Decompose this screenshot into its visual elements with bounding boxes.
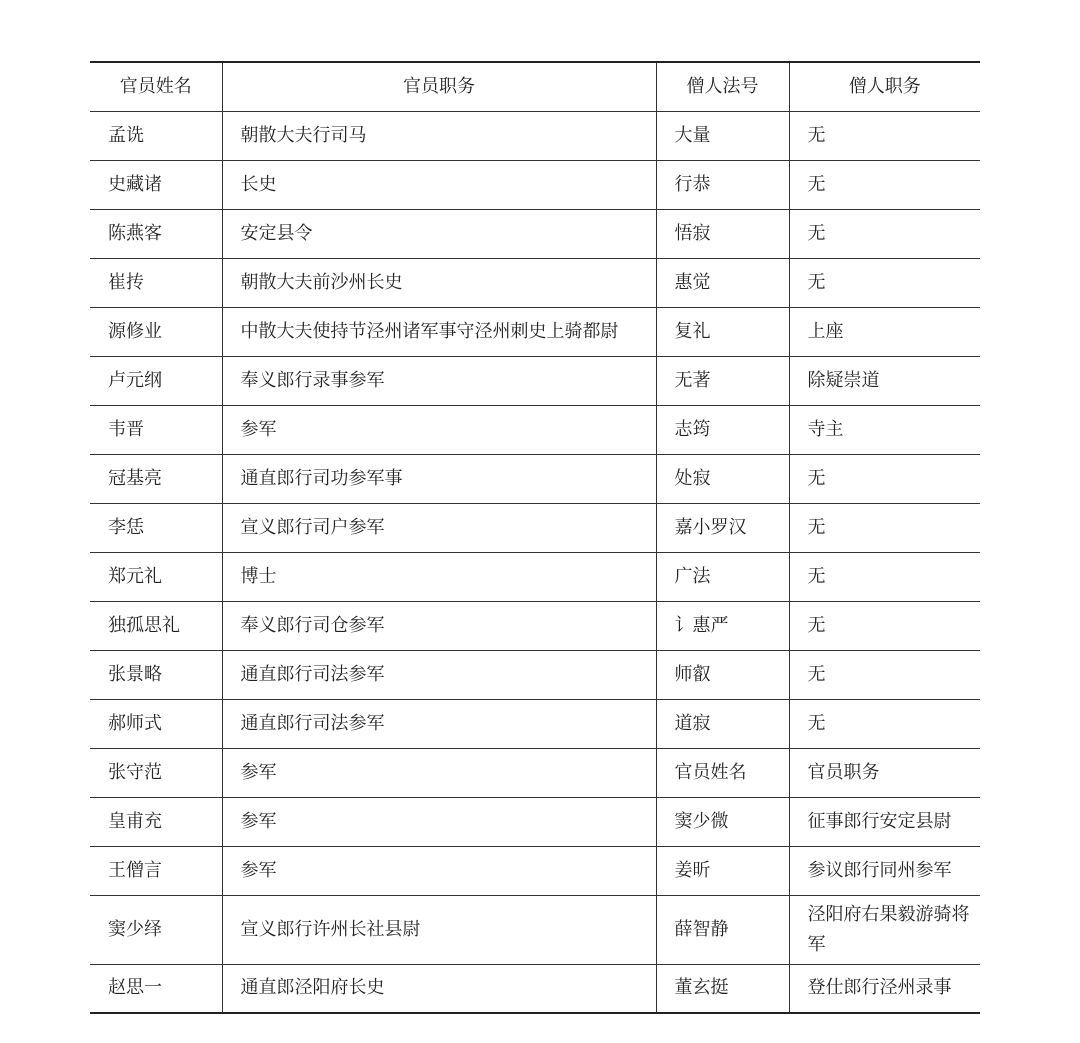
cell-official-title: 参军 (222, 748, 656, 797)
cell-monk-title: 除疑崇道 (789, 356, 980, 405)
cell-monk-title: 无 (789, 160, 980, 209)
cell-monk-title: 无 (789, 552, 980, 601)
cell-monk-title: 无 (789, 601, 980, 650)
table-row (90, 552, 980, 601)
cell-official-name: 陈燕客 (90, 209, 222, 258)
cell-monk-title: 征事郎行安定县尉 (789, 797, 980, 846)
cell-official-title: 安定县令 (222, 209, 656, 258)
cell-monk-title: 无 (789, 503, 980, 552)
cell-monk-name: 薛智静 (656, 895, 789, 964)
cell-monk-title: 无 (789, 258, 980, 307)
cell-monk-name: 悟寂 (656, 209, 789, 258)
cell-monk-name: 嘉小罗汉 (656, 503, 789, 552)
cell-monk-title: 无 (789, 454, 980, 503)
cell-monk-name: 道寂 (656, 699, 789, 748)
table-row (90, 258, 980, 307)
cell-official-name: 卢元纲 (90, 356, 222, 405)
cell-monk-name: 广法 (656, 552, 789, 601)
cell-official-title: 宣义郎行许州长社县尉 (222, 895, 656, 964)
table-row (90, 964, 980, 1013)
cell-monk-title: 无 (789, 209, 980, 258)
cell-official-title: 长史 (222, 160, 656, 209)
cell-monk-name: 处寂 (656, 454, 789, 503)
table-row (90, 405, 980, 454)
cell-official-title: 宣义郎行司户参军 (222, 503, 656, 552)
table-row (90, 160, 980, 209)
cell-monk-name: 姜昕 (656, 846, 789, 895)
cell-official-name: 独孤思礼 (90, 601, 222, 650)
cell-monk-title: 官员职务 (789, 748, 980, 797)
cell-official-title: 中散大夫使持节泾州诸军事守泾州刺史上骑都尉 (222, 307, 656, 356)
cell-official-title: 博士 (222, 552, 656, 601)
cell-official-title: 参军 (222, 797, 656, 846)
cell-official-title: 奉义郎行司仓参军 (222, 601, 656, 650)
cell-monk-name: 志筠 (656, 405, 789, 454)
cell-monk-title: 泾阳府右果毅游骑将军 (789, 895, 980, 964)
cell-monk-name: 师叡 (656, 650, 789, 699)
cell-official-name: 郑元礼 (90, 552, 222, 601)
cell-official-name: 皇甫充 (90, 797, 222, 846)
cell-official-name: 冠基亮 (90, 454, 222, 503)
table-row (90, 601, 980, 650)
cell-official-name: 史藏诸 (90, 160, 222, 209)
cell-official-title: 朝散大夫行司马 (222, 111, 656, 160)
table-row (90, 356, 980, 405)
cell-official-name: 张守范 (90, 748, 222, 797)
cell-monk-name: 行恭 (656, 160, 789, 209)
cell-official-name: 张景略 (90, 650, 222, 699)
table-row (90, 650, 980, 699)
cell-monk-title: 参议郎行同州参军 (789, 846, 980, 895)
header-official-title: 官员职务 (222, 62, 656, 111)
cell-monk-name: 官员姓名 (656, 748, 789, 797)
cell-monk-name: 窦少微 (656, 797, 789, 846)
cell-monk-title: 寺主 (789, 405, 980, 454)
cell-monk-title: 登仕郎行泾州录事 (789, 964, 980, 1013)
cell-monk-name: 董玄挺 (656, 964, 789, 1013)
cell-monk-title: 上座 (789, 307, 980, 356)
cell-official-title: 朝散大夫前沙州长史 (222, 258, 656, 307)
cell-monk-name: 复礼 (656, 307, 789, 356)
cell-official-name: 郝师式 (90, 699, 222, 748)
cell-official-name: 窦少绎 (90, 895, 222, 964)
officials-monks-table-container (90, 61, 980, 1014)
table-row (90, 111, 980, 160)
cell-official-title: 通直郎行司法参军 (222, 699, 656, 748)
cell-monk-name: 大量 (656, 111, 789, 160)
cell-official-title: 通直郎行司功参军事 (222, 454, 656, 503)
cell-official-name: 崔抟 (90, 258, 222, 307)
table-row (90, 895, 980, 964)
table-header-row (90, 62, 980, 111)
cell-official-title: 通直郎泾阳府长史 (222, 964, 656, 1013)
cell-monk-title: 无 (789, 650, 980, 699)
cell-monk-name: 无著 (656, 356, 789, 405)
table-row (90, 748, 980, 797)
table-row (90, 699, 980, 748)
cell-official-title: 奉义郎行录事参军 (222, 356, 656, 405)
cell-official-name: 孟诜 (90, 111, 222, 160)
cell-official-name: 赵思一 (108, 977, 162, 999)
header-official-name: 官员姓名 (90, 62, 222, 111)
cell-monk-title: 无 (789, 111, 980, 160)
cell-official-name: 王僧言 (90, 846, 222, 895)
cell-monk-name: 惠觉 (656, 258, 789, 307)
cell-official-name: 韦晋 (90, 405, 222, 454)
header-monk-dharma-name: 僧人法号 (656, 62, 789, 111)
cell-official-name: 源修业 (90, 307, 222, 356)
cell-official-title: 参军 (222, 405, 656, 454)
table-row (90, 503, 980, 552)
cell-official-name: 李恁 (90, 503, 222, 552)
cell-monk-title: 无 (789, 699, 980, 748)
cell-official-title: 参军 (222, 846, 656, 895)
table-row (90, 454, 980, 503)
header-monk-title: 僧人职务 (789, 62, 980, 111)
cell-official-title: 通直郎行司法参军 (222, 650, 656, 699)
officials-monks-table (90, 61, 980, 1014)
cell-monk-name: 讠惠严 (656, 601, 789, 650)
table-row (90, 307, 980, 356)
table-row (90, 797, 980, 846)
table-row (90, 209, 980, 258)
table-row (90, 846, 980, 895)
